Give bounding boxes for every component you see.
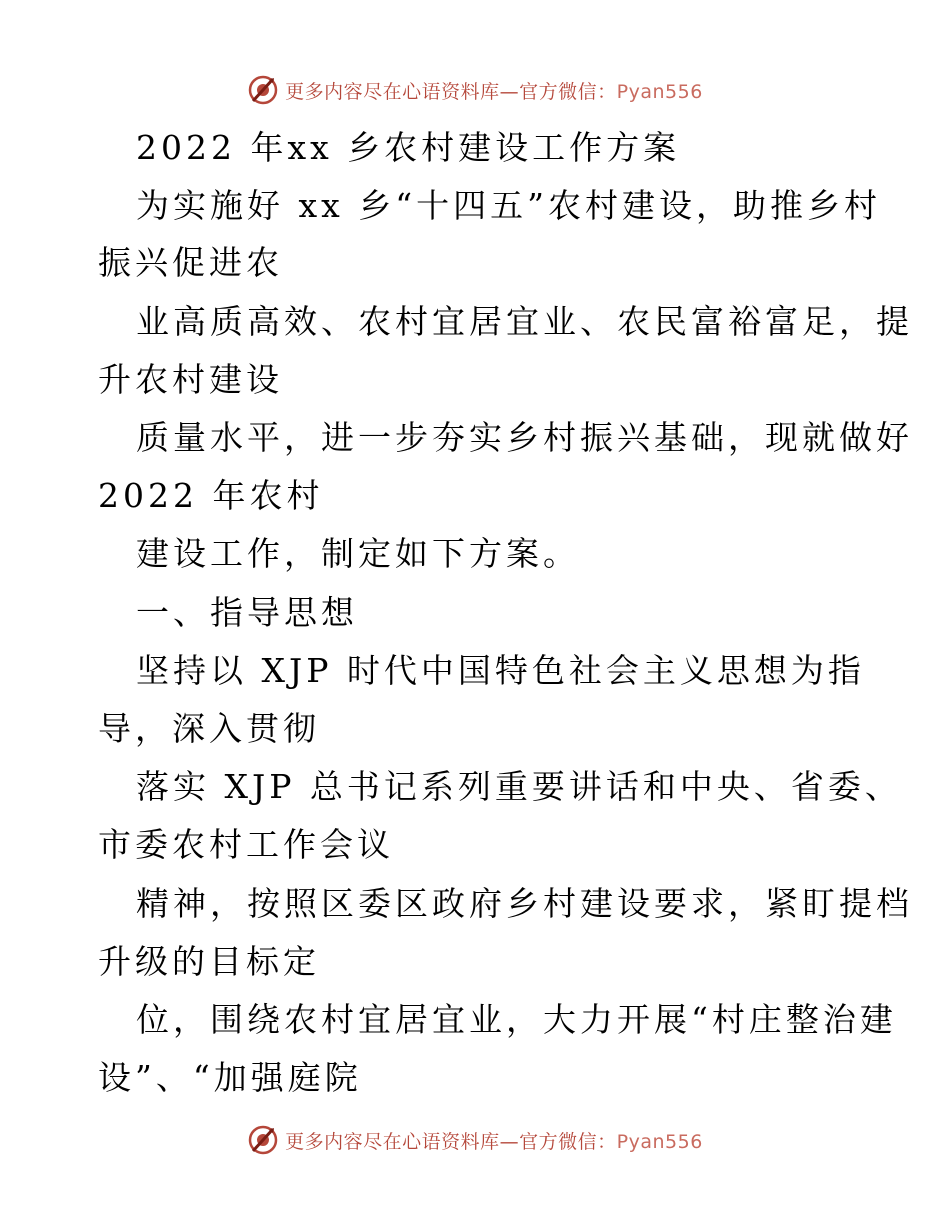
paragraph-line: 坚持以 XJP 时代中国特色社会主义思想为指 bbox=[136, 651, 865, 690]
paragraph-line: 精神，按照区委区政府乡村建设要求，紧盯提档 bbox=[136, 884, 913, 923]
pen-logo-icon bbox=[247, 74, 279, 106]
paragraph-line: 市委农村工作会议 bbox=[98, 825, 394, 864]
paragraph-line: 建设工作，制定如下方案。 bbox=[136, 534, 580, 573]
paragraph-line: 落实 XJP 总书记系列重要讲话和中央、省委、 bbox=[136, 767, 902, 806]
section-heading: 一、指导思想 bbox=[136, 593, 358, 632]
paragraph-line: 导，深入贯彻 bbox=[98, 709, 320, 748]
paragraph-line: 设”、“加强庭院 bbox=[98, 1058, 362, 1097]
paragraph-line: 振兴促进农 bbox=[98, 243, 283, 282]
watermark-banner-top bbox=[0, 70, 950, 110]
document-title: 2022 年xx 乡农村建设工作方案 bbox=[136, 128, 681, 167]
paragraph-line: 升农村建设 bbox=[98, 360, 283, 399]
watermark-banner-bottom bbox=[0, 1120, 950, 1160]
watermark-text: 更多内容尽在心语资料库—官方微信：Pyan556 bbox=[285, 1130, 703, 1153]
watermark-text: 更多内容尽在心语资料库—官方微信：Pyan556 bbox=[285, 80, 703, 103]
paragraph-line: 升级的目标定 bbox=[98, 942, 320, 981]
paragraph-line: 位，围绕农村宜居宜业，大力开展“村庄整治建 bbox=[136, 1000, 897, 1039]
paragraph-line: 为实施好 xx 乡“十四五”农村建设，助推乡村 bbox=[136, 186, 881, 225]
paragraph-line: 业高质高效、农村宜居宜业、农民富裕富足，提 bbox=[136, 302, 913, 341]
paragraph-line: 2022 年农村 bbox=[98, 476, 324, 515]
pen-logo-icon bbox=[247, 1124, 279, 1156]
paragraph-line: 质量水平，进一步夯实乡村振兴基础，现就做好 bbox=[136, 418, 913, 457]
